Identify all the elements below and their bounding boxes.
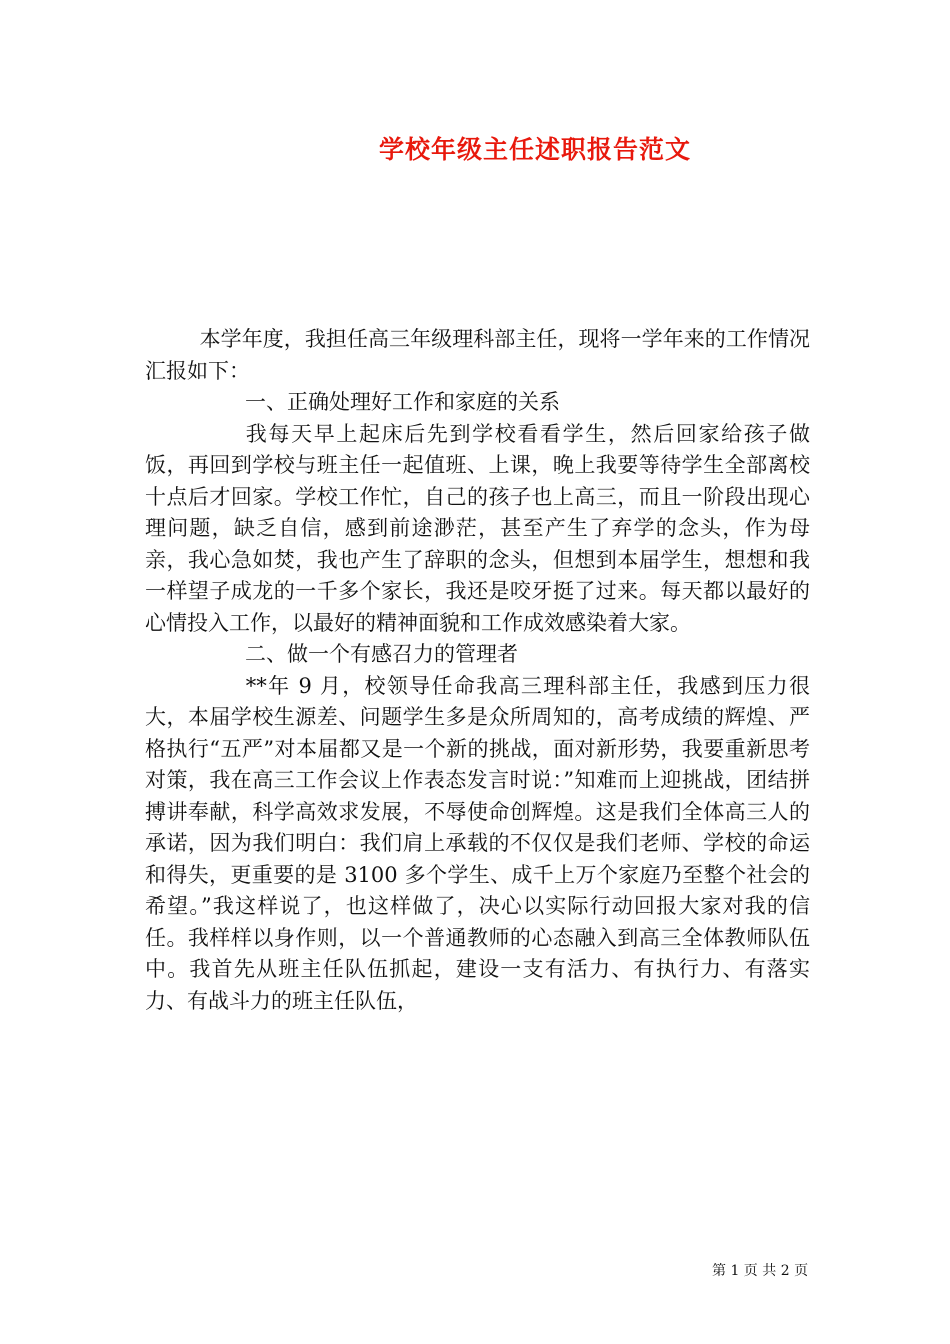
section1-paragraph: 我每天早上起床后先到学校看看学生，然后回家给孩子做饭，再回到学校与班主任一起值班、上课，晚上我要等待学生全部离校十点后才回家。学校工作忙，自己的孩子也上高三，而且一阶段出现心理问题，缺乏自信，感到前途渺茫，甚至产生了弃学的念头，作为母亲，我心急如焚，我也产生了辞职的念头，但想到本届学生，想想和我一样望子成龙的一千多个家长，我还是咬牙挺了过来。每天都以最好的心情投入工作，以最好的精神面貌和工作成效感染着大家。 [145,421,810,635]
intro-paragraph: 本学年度，我担任高三年级理科部主任，现将一学年来的工作情况汇报如下： [145,327,810,383]
page-footer: 第 1 页 共 2 页 [712,1263,809,1279]
section2-heading: 二、做一个有感召力的管理者 [245,642,518,666]
document-body [145,324,810,1017]
section2-paragraph: **年 9 月，校领导任命我高三理科部主任，我感到压力很大，本届学校生源差、问题学生多是众所周知的，高考成绩的辉煌、严格执行“五严”对本届都又是一个新的挑战，面对新形势，我要重新思考对策，我在高三工作会议上作表态发言时说：”知难而上迎挑战，团结拼搏讲奉献，科学高效求发展，不辱使命创辉煌。这是我们全体高三人的承诺，因为我们明白：我们肩上承载的不仅仅是我们老师、学校的命运和得失，更重要的是 3100 多个学生、成千上万个家庭乃至整个社会的希望。”我这样说了，也这样做了，决心以实际行动回报大家对我的信任。我样样以身作则，以一个普通教师的心态融入到高三全体教师队伍中。我首先从班主任队伍抓起，建设一支有活力、有执行力、有落实力、有战斗力的班主任队伍， [145,673,810,1013]
section1-heading: 一、正确处理好工作和家庭的关系 [245,390,560,414]
document-title: 学校年级主任述职报告范文 [378,135,691,164]
